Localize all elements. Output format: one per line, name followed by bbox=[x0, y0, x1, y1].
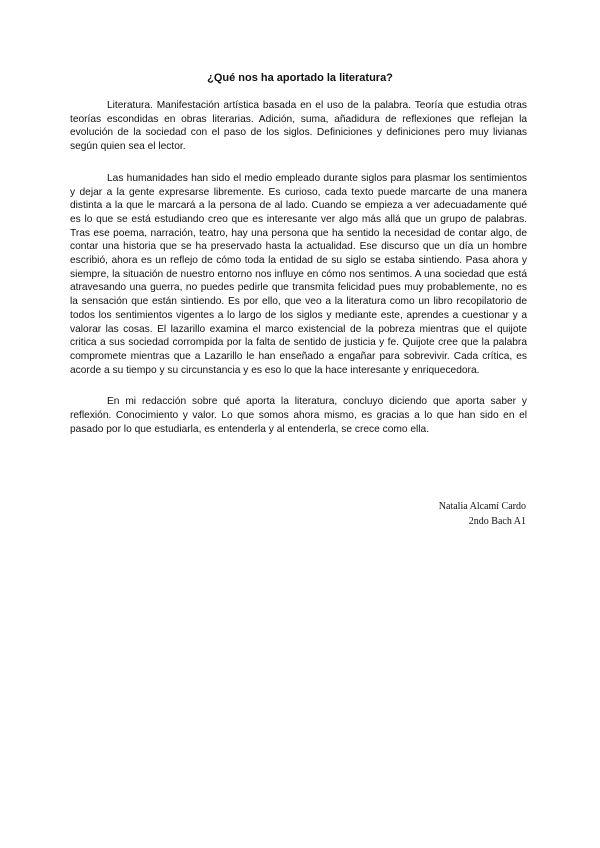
paragraph-conclusion: En mi redacción sobre qué aporta la literatura, concluyo diciendo que aporta saber y reflexión. Conocimiento y valor. Lo que somos ahora mismo, es gracias a lo que han sido en el pasado por lo que estudiarla, es entenderla y al entenderla, se crece como ella. bbox=[70, 396, 527, 435]
document-title: ¿Qué nos ha aportado la literatura? bbox=[207, 72, 393, 84]
author-name: Natalia Alcamí Cardo bbox=[438, 501, 526, 512]
paragraph-intro: Literatura. Manifestación artística basada en el uso de la palabra. Teoría que estudia otras teorías escondidas en obras literarias. Adición, suma, añadidura de reflexiones que reflejan la evolución de la sociedad con el paso de los siglos. Definiciones y definiciones pero muy livianas según quien sea el lector. bbox=[70, 100, 527, 153]
author-class: 2ndo Bach A1 bbox=[468, 516, 526, 527]
document-body bbox=[70, 99, 527, 454]
signature-block bbox=[439, 499, 526, 529]
paragraph-main: Las humanidades han sido el medio empleado durante siglos para plasmar los sentimientos y dejar a la gente expresarse libremente. Es curioso, cada texto puede marcarte de una manera distinta a la que le marcará a la persona de al lado. Cuando se empieza a ver adecuadamente qué es lo que se está estudiando creo que es interesante ver algo más allá que un grupo de palabras. Tras ese poema, narración, teatro, hay una persona que ha sentido la necesidad de contar algo, de contar una historia que se ha preservado hasta la actualidad. Ese discurso que un día un hombre escribió, ahora es un reflejo de cómo toda la entidad de su siglo se estaba sintiendo. Pasa ahora y siempre, la situación de nuestro entorno nos influye en cómo nos sentimos. A una sociedad que está atravesando una guerra, no puedes pedirle que transmita felicidad pues muy probablemente, no es la sensación que están sintiendo. Es por ello, que veo a la literatura como un libro recopilatorio de todos los sentimientos vigentes a lo largo de los siglos y mediante este, aprendes a cuestionar y a valorar las cosas. El lazarillo examina el marco existencial de la pobreza mientras que el quijote critica a sus sociedad corrompida por la falta de sentido de justicia y fe. Quijote cree que la palabra compromete mientras que a Lazarillo le han enseñado a engañar para sobrevivir. Cada crítica, es acorde a su tiempo y su circunstancia y es eso lo que la hace interesante y enriquecedora. bbox=[70, 172, 527, 376]
